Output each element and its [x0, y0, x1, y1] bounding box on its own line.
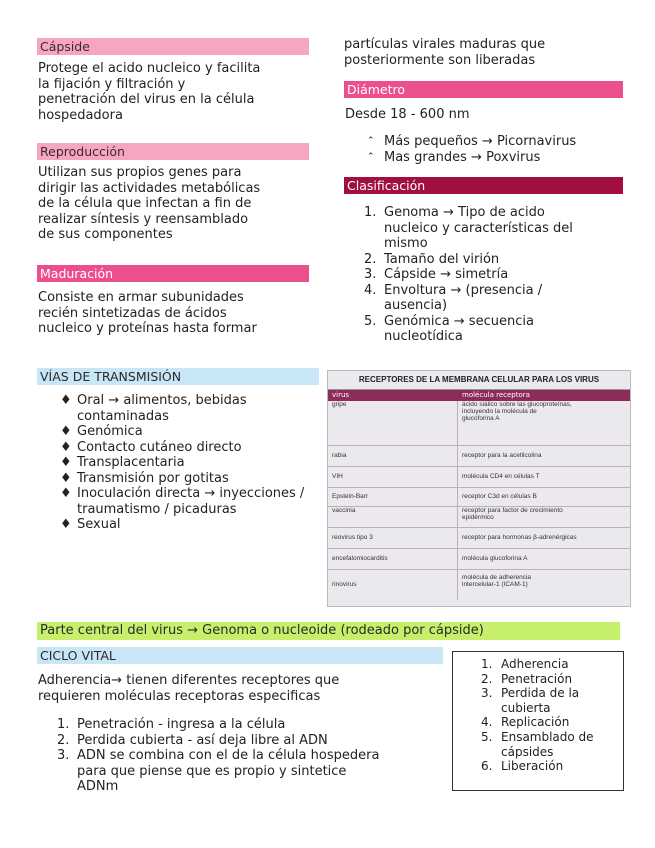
list-item: 2. Perdida cubierta - así deja libre al ADN: [57, 732, 328, 748]
list-item: 3. Perdida de la cubierta: [481, 686, 580, 715]
list-item: 5. Ensamblado de cápsides: [481, 729, 594, 759]
table-row: reovirus tipo 3 receptor para hormonas β-adrenérgicas: [328, 528, 630, 549]
list-item: 1. Genoma → Tipo de acido nucleico y características del mismo: [364, 205, 573, 251]
list-item: ♦ Contacto cutáneo directo: [60, 439, 242, 455]
table-row: vaccinia receptor para factor de crecimiento epidérmico: [328, 507, 630, 528]
list-item: 6. Liberación: [481, 759, 564, 774]
list-item: 3. Cápside → simetría: [364, 267, 509, 282]
list-item: 2. Penetración: [481, 671, 573, 686]
table-title: RECEPTORES DE LA MEMBRANA CELULAR PARA LOS VIRUS: [328, 371, 630, 390]
reproduccion-heading: Reproducción: [37, 143, 309, 160]
cycle-steps-box: [452, 651, 624, 791]
receptor-table-image: [327, 370, 631, 607]
capside-heading: Cápside: [37, 38, 309, 55]
vias-heading: VÍAS DE TRANSMISIÓN: [37, 368, 319, 385]
table-row: VIH molécula CD4 en células T: [328, 467, 630, 488]
clasificacion-list: [364, 205, 624, 345]
diametro-list: [367, 134, 624, 165]
list-item: 2. Tamaño del virión: [364, 251, 500, 267]
list-item: 3. ADN se combina con el de la célula hospedera para que piense que es propio y sintetice ADNm: [57, 748, 380, 794]
cycle-steps-list: [481, 657, 619, 774]
parte-central-banner: Parte central del virus → Genoma o nucleoide (rodeado por cápside): [37, 622, 620, 640]
list-item: ⌃ Más pequeños → Picornavirus: [367, 134, 577, 149]
reproduccion-text: Utilizan sus propios genes para dirigir las actividades metabólicas de la célula que infectan a fin de realizar síntesis y reensamblado de sus componentes: [38, 165, 261, 242]
table-row: rinovirus molécula de adherencia intercelular-1 (ICAM-1): [328, 570, 630, 600]
list-item: ⌃ Mas grandes → Poxvirus: [367, 149, 541, 165]
diametro-heading: Diámetro: [344, 81, 623, 98]
maduracion-text: Consiste en armar subunidades recién sintetizadas de ácidos nucleico y proteínas hasta formar: [38, 290, 257, 336]
clasificacion-heading: Clasificación: [344, 177, 623, 194]
list-item: 1. Penetración - ingresa a la célula: [57, 717, 286, 732]
capside-text: Protege el acido nucleico y facilita la fijación y filtración y penetración del virus en la célula hospedadora: [38, 61, 261, 123]
list-item: ♦ Sexual: [60, 517, 121, 532]
table-header: virus molécula receptora: [328, 390, 630, 401]
vias-list: [60, 393, 322, 533]
list-item: ♦ Oral → alimentos, bebidas contaminadas: [60, 393, 247, 424]
diametro-range: Desde 18 - 600 nm: [345, 107, 470, 122]
maduracion-heading: Maduración: [37, 265, 309, 282]
ciclo-intro: Adherencia→ tienen diferentes receptores que requieren moléculas receptoras especificas: [38, 673, 340, 704]
list-item: 5. Genómica → secuencia nucleotídica: [364, 313, 534, 344]
table-row: rabia receptor para la acetilcolina: [328, 446, 630, 467]
ciclo-steps: [57, 717, 437, 795]
list-item: ♦ Inoculación directa → inyecciones / traumatismo / picaduras: [60, 486, 305, 517]
list-item: 1. Adherencia: [481, 657, 569, 671]
list-item: ♦ Transmisión por gotitas: [60, 470, 229, 486]
list-item: 4. Envoltura → (presencia / ausencia): [364, 282, 543, 313]
table-row: gripe ácido siálico sobre las glucoproteínas, incluyendo la molécula de glucoforina A: [328, 401, 630, 446]
list-item: ♦ Genómica: [60, 424, 143, 439]
maduracion-continuation: partículas virales maduras que posteriormente son liberadas: [344, 37, 546, 68]
table-row: Epstein-Barr receptor C3d en células B: [328, 488, 630, 507]
table-row: encefalomiocarditis molécula glucoforina A: [328, 549, 630, 570]
list-item: ♦ Transplacentaria: [60, 455, 185, 470]
list-item: 4. Replicación: [481, 715, 570, 730]
ciclo-heading: CICLO VITAL: [37, 647, 443, 664]
